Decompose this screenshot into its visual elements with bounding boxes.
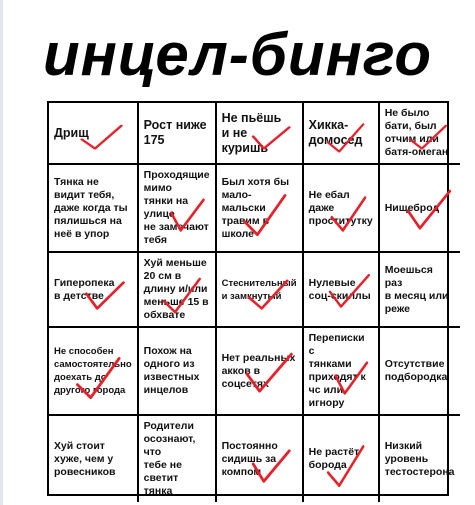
cell-label: Нет реальных акков в соцсетях <box>221 351 296 390</box>
bingo-cell-r2c4[interactable] <box>304 165 380 253</box>
cell-label: Переписки с тянками приходят к чс или игнору <box>308 332 366 409</box>
cell-label: Родители осознают, что тебе не светит тянка <box>143 420 196 497</box>
bingo-cell-r5c1[interactable] <box>49 416 139 502</box>
bingo-cell-r4c1[interactable] <box>49 328 139 416</box>
bingo-grid <box>47 101 455 497</box>
cell-label: Был хотя бы мало- мальски травим в школе <box>221 175 290 240</box>
bingo-cell-r4c3[interactable] <box>217 328 304 416</box>
cell-label: Проходящие мимо тянки на улице не замечают тебя <box>143 169 210 246</box>
cell-label: Дрищ <box>54 125 89 140</box>
bingo-cell-r5c4[interactable] <box>304 416 380 502</box>
bingo-cell-r5c5[interactable] <box>380 416 460 502</box>
cell-label: Хикка- домосед <box>308 118 363 147</box>
bingo-cell-r1c4[interactable] <box>304 103 380 165</box>
bingo-cell-r3c2[interactable] <box>139 253 217 328</box>
page-title: инцел-бинго <box>43 21 432 88</box>
bingo-cell-r1c2[interactable] <box>139 103 217 165</box>
bingo-cell-r2c5[interactable] <box>380 165 460 253</box>
cell-label: Похож на одного из известных инцелов <box>143 345 200 396</box>
cell-label: Не растёт борода <box>308 446 360 471</box>
cell-label: Тянка не видит тебя, даже когда ты пялишься на неё в упор <box>54 175 128 240</box>
cell-label: Моешься раз в месяц или реже <box>384 263 449 315</box>
bingo-cell-r5c3[interactable] <box>217 416 304 502</box>
cell-label: Нищеброд <box>384 201 440 214</box>
bingo-cell-r3c4[interactable] <box>304 253 380 328</box>
bingo-cell-r1c1[interactable] <box>49 103 139 165</box>
cell-label: Низкий уровень тестостерона <box>384 439 455 478</box>
bingo-cell-r4c2[interactable] <box>139 328 217 416</box>
bingo-cell-r1c5[interactable] <box>380 103 460 165</box>
bingo-cell-r2c2[interactable] <box>139 165 217 253</box>
cell-label: Стеснительный и замкнутый <box>221 277 297 302</box>
cell-label: Хуй стоит хуже, чем у ровесников <box>54 439 116 478</box>
cell-label: Хуй меньше 20 см в длину и/или меньше 15 в обхвате <box>143 257 209 321</box>
bingo-cell-r4c4[interactable] <box>304 328 380 416</box>
cell-label: Рост ниже 175 <box>143 118 207 147</box>
bingo-cell-r3c1[interactable] <box>49 253 139 328</box>
bingo-cell-r2c1[interactable] <box>49 165 139 253</box>
cell-label: Отсутствие подбородка <box>384 358 448 383</box>
bingo-cell-r1c3[interactable] <box>217 103 304 165</box>
cell-label: Гиперопека в детстве <box>54 276 115 302</box>
bingo-cell-r3c5[interactable] <box>380 253 460 328</box>
cell-label: Не способен самостоятельно доехать до другого города <box>54 346 132 396</box>
cell-label: Не было бати, был отчим или батя-омеган <box>384 107 449 158</box>
cell-label: Постоянно сидишь за компом <box>221 439 278 478</box>
bingo-cell-r2c3[interactable] <box>217 165 304 253</box>
bingo-cell-r5c2[interactable] <box>139 416 217 502</box>
cell-label: Нулевые соц-скиллы <box>308 276 371 302</box>
cell-label: Не ебал даже проститутку <box>308 188 373 227</box>
cell-label: Не пьёшь и не куришь <box>221 110 282 155</box>
bingo-cell-r3c3[interactable] <box>217 253 304 328</box>
bingo-cell-r4c5[interactable] <box>380 328 460 416</box>
